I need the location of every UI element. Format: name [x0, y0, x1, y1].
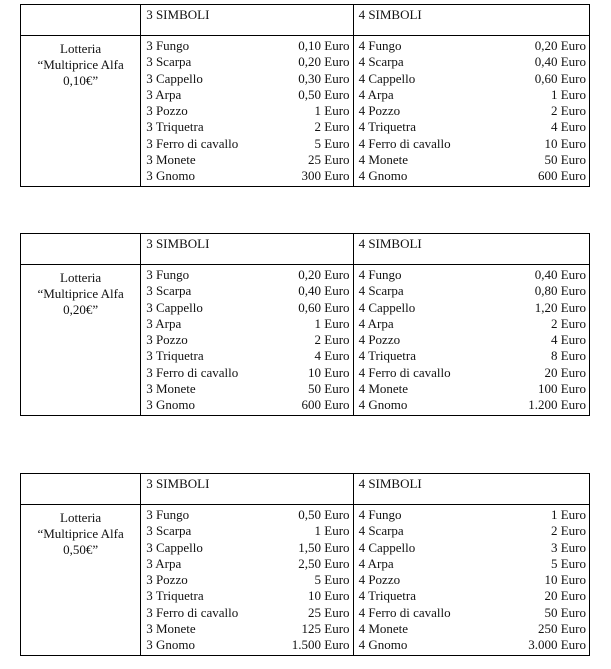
prize-table-3 — [20, 473, 590, 656]
prize-value: 20 Euro — [544, 588, 586, 604]
lottery-label — [21, 36, 140, 89]
prize-row — [146, 283, 349, 299]
prize-value: 20 Euro — [544, 364, 586, 380]
prize-value: 4 Euro — [550, 119, 586, 135]
prize-row — [146, 588, 349, 604]
header-empty-cell — [21, 234, 141, 265]
symbol-name: 3 Triquetra — [146, 119, 204, 135]
table-body-row — [21, 505, 590, 656]
prize-value: 4 Euro — [550, 332, 586, 348]
symbol-name: 4 Cappello — [358, 539, 416, 555]
symbol-name: 3 Monete — [146, 381, 196, 397]
symbol-name: 3 Monete — [146, 621, 196, 637]
prize-value: 1 Euro — [550, 86, 586, 102]
prize-value: 100 Euro — [537, 381, 586, 397]
label-line: 0,50€” — [63, 542, 99, 557]
prize-value: 300 Euro — [301, 168, 350, 184]
symbol-name: 3 Fungo — [146, 507, 190, 522]
prize-value: 4 Euro — [314, 348, 350, 364]
prize-value: 1,50 Euro — [298, 539, 350, 555]
prizes-4-symbols-cell — [353, 505, 589, 656]
prize-value: 0,20 Euro — [298, 267, 350, 282]
symbol-name: 4 Triquetra — [358, 588, 416, 604]
label-line: 0,10€” — [63, 73, 99, 88]
prize-row — [359, 540, 586, 556]
prize-row — [146, 572, 349, 588]
prize-row — [146, 119, 349, 135]
symbol-name: 4 Pozzo — [358, 332, 401, 348]
symbol-name: 4 Monete — [358, 381, 409, 397]
prizes-4-symbols-cell — [353, 36, 589, 187]
prize-row — [146, 87, 349, 103]
prize-row — [359, 637, 586, 653]
prize-row — [359, 507, 586, 523]
symbol-name: 3 Arpa — [146, 555, 182, 571]
prize-row — [359, 556, 586, 572]
header-4-symbols: 4 SIMBOLI — [353, 474, 589, 505]
symbol-name: 4 Ferro di cavallo — [358, 364, 451, 380]
label-line: Lotteria — [60, 510, 102, 525]
symbol-name: 4 Ferro di cavallo — [358, 604, 451, 620]
symbol-name: 3 Arpa — [146, 86, 182, 102]
prize-row — [146, 136, 349, 152]
prize-list — [141, 505, 352, 655]
prize-row — [359, 103, 586, 119]
table-body-row — [21, 265, 590, 416]
prize-value: 2 Euro — [314, 332, 350, 348]
prize-value: 0,20 Euro — [534, 38, 586, 53]
prize-value: 1 Euro — [550, 507, 586, 522]
table-header-row — [21, 234, 590, 265]
prize-row — [359, 283, 586, 299]
table-body-row — [21, 36, 590, 187]
symbol-name: 4 Scarpa — [358, 54, 404, 70]
prize-table-1 — [20, 4, 590, 187]
prize-row — [359, 168, 586, 184]
header-3-symbols: 3 SIMBOLI — [141, 234, 353, 265]
prize-value: 5 Euro — [550, 555, 586, 571]
symbol-name: 3 Cappello — [146, 299, 203, 315]
prize-value: 0,40 Euro — [534, 54, 586, 70]
prize-value: 1,20 Euro — [534, 299, 586, 315]
lottery-label — [21, 505, 140, 558]
symbol-name: 4 Scarpa — [358, 523, 404, 539]
prize-value: 2 Euro — [550, 315, 586, 331]
label-line: Lotteria — [60, 41, 102, 56]
symbol-name: 4 Gnomo — [358, 637, 408, 653]
label-line: “Multiprice Alfa — [37, 526, 124, 541]
symbol-name: 4 Pozzo — [358, 103, 401, 119]
lottery-label-cell — [21, 265, 141, 416]
prize-row — [146, 267, 349, 283]
prize-row — [146, 540, 349, 556]
prize-row — [359, 136, 586, 152]
symbol-name: 3 Monete — [146, 152, 196, 168]
prize-value: 125 Euro — [301, 621, 350, 637]
prize-value: 25 Euro — [308, 604, 350, 620]
prize-row — [359, 621, 586, 637]
prize-list — [141, 36, 352, 186]
symbol-name: 3 Fungo — [146, 267, 190, 282]
symbol-name: 3 Triquetra — [146, 588, 204, 604]
prize-row — [359, 397, 586, 413]
prize-value: 10 Euro — [544, 572, 586, 588]
prize-value: 250 Euro — [537, 621, 586, 637]
prize-row — [146, 348, 349, 364]
prize-value: 8 Euro — [550, 348, 586, 364]
prize-value: 10 Euro — [308, 588, 350, 604]
prize-row — [359, 71, 586, 87]
symbol-name: 3 Cappello — [146, 70, 203, 86]
prize-row — [359, 87, 586, 103]
prizes-3-symbols-cell — [141, 265, 353, 416]
prize-value: 2 Euro — [314, 119, 350, 135]
prize-value: 0,10 Euro — [298, 38, 350, 53]
prize-row — [359, 572, 586, 588]
prize-row — [146, 507, 349, 523]
prize-row — [359, 588, 586, 604]
prize-value: 3 Euro — [550, 539, 586, 555]
prize-value: 2 Euro — [550, 523, 586, 539]
prize-row — [359, 605, 586, 621]
prize-row — [359, 316, 586, 332]
prize-row — [146, 365, 349, 381]
prize-value: 2 Euro — [550, 103, 586, 119]
prize-row — [146, 152, 349, 168]
symbol-name: 4 Cappello — [358, 299, 416, 315]
prize-value: 1 Euro — [314, 315, 350, 331]
prize-row — [359, 119, 586, 135]
symbol-name: 3 Pozzo — [146, 332, 188, 348]
prize-row — [359, 523, 586, 539]
symbol-name: 4 Monete — [358, 621, 409, 637]
prize-row — [146, 397, 349, 413]
symbol-name: 3 Cappello — [146, 539, 203, 555]
prize-row — [359, 365, 586, 381]
prize-value: 0,30 Euro — [298, 70, 350, 86]
prize-list — [354, 265, 589, 415]
prize-value: 0,50 Euro — [298, 86, 350, 102]
prizes-3-symbols-cell — [141, 505, 353, 656]
prize-row — [146, 556, 349, 572]
prize-list — [354, 505, 589, 655]
prize-table-2 — [20, 233, 590, 416]
prize-value: 1 Euro — [314, 103, 350, 119]
prize-row — [146, 54, 349, 70]
prize-row — [359, 38, 586, 54]
header-4-symbols: 4 SIMBOLI — [353, 234, 589, 265]
symbol-name: 4 Cappello — [358, 70, 416, 86]
prize-value: 0,20 Euro — [298, 54, 350, 70]
symbol-name: 3 Arpa — [146, 315, 182, 331]
symbol-name: 4 Gnomo — [358, 397, 408, 413]
symbol-name: 3 Gnomo — [146, 397, 195, 413]
prize-row — [146, 381, 349, 397]
symbol-name: 3 Ferro di cavallo — [146, 135, 239, 151]
header-4-symbols: 4 SIMBOLI — [353, 5, 589, 36]
prize-value: 5 Euro — [314, 572, 350, 588]
symbol-name: 3 Pozzo — [146, 103, 188, 119]
prize-value: 50 Euro — [544, 604, 586, 620]
symbol-name: 3 Pozzo — [146, 572, 188, 588]
prize-value: 10 Euro — [308, 364, 350, 380]
prize-list — [354, 36, 589, 186]
prize-row — [146, 300, 349, 316]
prize-value: 0,40 Euro — [534, 267, 586, 282]
lottery-label — [21, 265, 140, 318]
prize-row — [146, 168, 349, 184]
prize-value: 0,40 Euro — [298, 283, 350, 299]
prize-row — [359, 54, 586, 70]
lottery-label-cell — [21, 505, 141, 656]
prize-value: 2,50 Euro — [298, 555, 350, 571]
prizes-3-symbols-cell — [141, 36, 353, 187]
symbol-name: 4 Arpa — [358, 315, 394, 331]
prize-row — [146, 621, 349, 637]
prize-row — [146, 523, 349, 539]
symbol-name: 4 Fungo — [358, 267, 402, 282]
symbol-name: 4 Arpa — [358, 86, 394, 102]
symbol-name: 3 Gnomo — [146, 637, 195, 653]
header-empty-cell — [21, 5, 141, 36]
symbol-name: 3 Scarpa — [146, 283, 192, 299]
prize-row — [146, 332, 349, 348]
label-line: 0,20€” — [63, 302, 99, 317]
prize-value: 10 Euro — [544, 135, 586, 151]
prize-value: 0,50 Euro — [298, 507, 350, 522]
symbol-name: 3 Scarpa — [146, 54, 192, 70]
symbol-name: 3 Gnomo — [146, 168, 195, 184]
label-line: “Multiprice Alfa — [37, 57, 124, 72]
prize-value: 50 Euro — [308, 381, 350, 397]
symbol-name: 4 Triquetra — [358, 119, 416, 135]
symbol-name: 3 Ferro di cavallo — [146, 364, 239, 380]
symbol-name: 4 Scarpa — [358, 283, 404, 299]
prize-value: 1.200 Euro — [528, 397, 586, 413]
prize-value: 5 Euro — [314, 135, 350, 151]
lottery-label-cell — [21, 36, 141, 187]
symbol-name: 3 Scarpa — [146, 523, 192, 539]
label-line: Lotteria — [60, 270, 102, 285]
prizes-4-symbols-cell — [353, 265, 589, 416]
prize-value: 0,60 Euro — [534, 70, 586, 86]
prize-row — [359, 300, 586, 316]
prize-row — [359, 267, 586, 283]
prize-value: 50 Euro — [544, 152, 586, 168]
header-empty-cell — [21, 474, 141, 505]
prize-row — [146, 316, 349, 332]
symbol-name: 4 Triquetra — [358, 348, 416, 364]
symbol-name: 4 Fungo — [358, 38, 402, 53]
prize-value: 600 Euro — [301, 397, 350, 413]
symbol-name: 4 Monete — [358, 152, 409, 168]
prize-value: 0,80 Euro — [534, 283, 586, 299]
prize-value: 1.500 Euro — [291, 637, 350, 653]
prize-value: 1 Euro — [314, 523, 350, 539]
prize-value: 0,60 Euro — [298, 299, 350, 315]
prize-value: 3.000 Euro — [528, 637, 586, 653]
prize-value: 600 Euro — [537, 168, 586, 184]
symbol-name: 4 Gnomo — [358, 168, 408, 184]
symbol-name: 4 Pozzo — [358, 572, 401, 588]
prize-row — [146, 103, 349, 119]
symbol-name: 4 Ferro di cavallo — [358, 135, 451, 151]
prize-row — [146, 38, 349, 54]
symbol-name: 4 Fungo — [358, 507, 402, 522]
prize-row — [359, 152, 586, 168]
symbol-name: 3 Triquetra — [146, 348, 204, 364]
prize-row — [146, 637, 349, 653]
table-header-row — [21, 5, 590, 36]
header-3-symbols: 3 SIMBOLI — [141, 5, 353, 36]
symbol-name: 4 Arpa — [358, 555, 394, 571]
prize-value: 25 Euro — [308, 152, 350, 168]
prize-row — [359, 332, 586, 348]
prize-list — [141, 265, 352, 415]
label-line: “Multiprice Alfa — [37, 286, 124, 301]
header-3-symbols: 3 SIMBOLI — [141, 474, 353, 505]
prize-row — [359, 381, 586, 397]
prize-row — [146, 605, 349, 621]
table-header-row — [21, 474, 590, 505]
symbol-name: 3 Fungo — [146, 38, 190, 53]
prize-row — [146, 71, 349, 87]
prize-row — [359, 348, 586, 364]
symbol-name: 3 Ferro di cavallo — [146, 604, 239, 620]
